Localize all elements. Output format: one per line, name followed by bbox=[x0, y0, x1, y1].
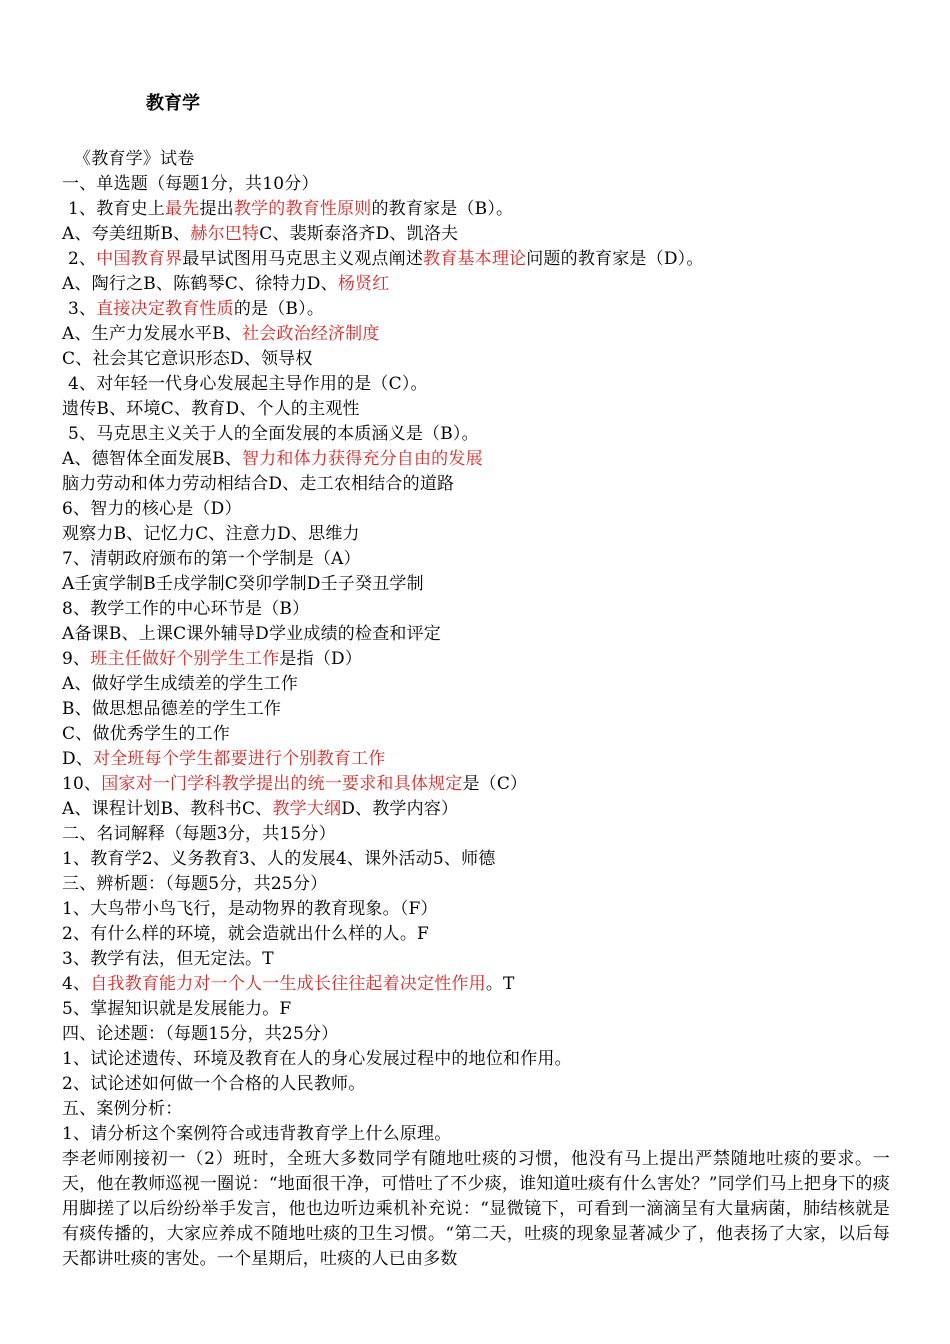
text-line bbox=[62, 572, 890, 597]
highlighted-text: 赫尔巴特 bbox=[190, 224, 260, 244]
text-segment: C、做优秀学生的工作 bbox=[62, 724, 231, 744]
text-segment: B、做思想品德差的学生工作 bbox=[62, 699, 282, 719]
text-segment: 4、 bbox=[62, 974, 91, 994]
text-segment: A、德智体全面发展B、 bbox=[62, 449, 242, 469]
text-line bbox=[62, 847, 890, 872]
text-line bbox=[62, 1047, 890, 1072]
highlighted-text: 教育基本理论 bbox=[423, 249, 527, 269]
highlighted-text: 教学的教育性原则 bbox=[233, 199, 372, 219]
text-segment: 1、请分析这个案例符合或违背教育学上什么原理。 bbox=[62, 1124, 452, 1144]
text-line bbox=[62, 1072, 890, 1097]
text-segment: 9、 bbox=[62, 649, 91, 669]
text-line bbox=[62, 647, 890, 672]
text-segment: 四、论述题：（每题15分，共25分） bbox=[62, 1024, 339, 1044]
text-segment: 1、教育史上 bbox=[68, 199, 166, 219]
text-line bbox=[62, 722, 890, 747]
document-title: 教育学 bbox=[146, 93, 200, 114]
case-paragraph: 李老师刚接初一（2）班时，全班大多数同学有随地吐痰的习惯，他没有马上提出严禁随地吐痰的要求。一天，他在教师巡视一圈说：“地面很干净，可惜吐了不少痰，谁知道吐痰有什么害处？”同学们马上把身下的痰用脚搓了以后纷纷举手发言，他也边听边乘机补充说：“显微镜下，可看到一滴滴呈有大量病菌，肺结核就是有痰传播的，大家应养成不随地吐痰的卫生习惯。“第二天，吐痰的现象显著减少了，他表扬了大家，以后每天都讲吐痰的害处。一个星期后，吐痰的人已由多数 bbox=[62, 1149, 890, 1269]
text-segment: A壬寅学制B壬戌学制C癸卯学制D壬子癸丑学制 bbox=[62, 574, 424, 594]
text-line bbox=[62, 747, 890, 772]
text-segment: 8、教学工作的中心环节是（B） bbox=[62, 599, 310, 619]
text-segment: D、 bbox=[62, 749, 94, 769]
text-line bbox=[62, 372, 890, 397]
text-line bbox=[62, 297, 890, 322]
text-segment: A、陶行之B、陈鹤琴C、徐特力D、 bbox=[62, 274, 338, 294]
text-segment: 。T bbox=[485, 974, 515, 994]
text-line bbox=[62, 197, 890, 222]
highlighted-text: 直接决定教育性质 bbox=[96, 299, 234, 319]
text-line bbox=[62, 522, 890, 547]
exam-content bbox=[62, 147, 890, 1272]
text-segment: 五、案例分析： bbox=[62, 1099, 183, 1119]
highlighted-text: 对全班每个学生都要进行个别教育工作 bbox=[93, 749, 386, 769]
text-line bbox=[62, 272, 890, 297]
text-segment: 10、 bbox=[62, 774, 102, 794]
text-segment: 2、有什么样的环境，就会造就出什么样的人。F bbox=[62, 924, 430, 944]
text-line bbox=[62, 922, 890, 947]
highlighted-text: 自我教育能力对一个人一生成长往往起着决定性作用 bbox=[90, 974, 486, 994]
text-segment: 6、智力的核心是（D） bbox=[62, 499, 242, 519]
text-line bbox=[62, 972, 890, 997]
text-segment: 一、单选题（每题1分，共10分） bbox=[62, 174, 319, 194]
text-segment: 脑力劳动和体力劳动相结合D、走工农相结合的道路 bbox=[62, 474, 455, 494]
text-segment: 2、试论述如何做一个合格的人民教师。 bbox=[62, 1074, 366, 1094]
text-line bbox=[62, 322, 890, 347]
text-line bbox=[62, 347, 890, 372]
text-line bbox=[62, 547, 890, 572]
text-segment: 5、马克思主义关于人的全面发展的本质涵义是（B）。 bbox=[68, 424, 479, 444]
text-line bbox=[62, 672, 890, 697]
text-line bbox=[62, 772, 890, 797]
text-line bbox=[62, 797, 890, 822]
text-segment: C、社会其它意识形态D、领导权 bbox=[62, 349, 313, 369]
text-line bbox=[62, 597, 890, 622]
text-line bbox=[62, 222, 890, 247]
text-segment: 3、 bbox=[68, 299, 97, 319]
text-line bbox=[62, 872, 890, 897]
text-segment: 观察力B、记忆力C、注意力D、思维力 bbox=[62, 524, 360, 544]
text-line bbox=[62, 997, 890, 1022]
text-segment: 《教育学》试卷 bbox=[74, 149, 195, 169]
text-segment: 1、大鸟带小鸟飞行，是动物界的教育现象。（F） bbox=[62, 899, 438, 919]
text-line bbox=[62, 697, 890, 722]
text-segment: 2、 bbox=[68, 249, 97, 269]
text-line bbox=[62, 822, 890, 847]
highlighted-text: 智力和体力获得充分自由的发展 bbox=[241, 449, 483, 469]
text-segment: 3、教学有法，但无定法。T bbox=[62, 949, 274, 969]
text-segment: 7、清朝政府颁布的第一个学制是（A） bbox=[62, 549, 361, 569]
text-segment: 二、名词解释（每题3分，共15分） bbox=[62, 824, 336, 844]
text-segment: C、裴斯泰洛齐D、凯洛夫 bbox=[259, 224, 459, 244]
text-segment: 1、教育学2、义务教育3、人的发展4、课外活动5、师德 bbox=[62, 849, 496, 869]
text-segment: 1、试论述遗传、环境及教育在人的身心发展过程中的地位和作用。 bbox=[62, 1049, 572, 1069]
highlighted-text: 国家对一门学科教学提出的统一要求和具体规定 bbox=[101, 774, 463, 794]
text-line bbox=[62, 1022, 890, 1047]
text-line bbox=[62, 472, 890, 497]
highlighted-text: 杨贤红 bbox=[337, 274, 390, 294]
text-line bbox=[62, 247, 890, 272]
highlighted-text: 最先 bbox=[165, 199, 200, 219]
text-line bbox=[62, 622, 890, 647]
text-line bbox=[62, 147, 890, 172]
text-segment: A、生产力发展水平B、 bbox=[62, 324, 242, 344]
text-segment: 5、掌握知识就是发展能力。F bbox=[62, 999, 292, 1019]
text-segment: A、课程计划B、教科书C、 bbox=[62, 799, 273, 819]
text-segment: A备课B、上课C课外辅导D学业成绩的检查和评定 bbox=[62, 624, 442, 644]
text-line bbox=[62, 1097, 890, 1122]
text-segment: 遗传B、环境C、教育D、个人的主观性 bbox=[62, 399, 360, 419]
text-segment: 的是（B）。 bbox=[233, 299, 325, 319]
highlighted-text: 教学大纲 bbox=[272, 799, 342, 819]
text-line bbox=[62, 947, 890, 972]
highlighted-text: 中国教育界 bbox=[96, 249, 183, 269]
text-segment: D、教学内容） bbox=[341, 799, 459, 819]
text-line bbox=[62, 422, 890, 447]
exam-lines bbox=[62, 147, 890, 1147]
text-segment: 最早试图用马克思主义观点阐述 bbox=[182, 249, 424, 269]
text-line bbox=[62, 1122, 890, 1147]
text-segment: A、夸美纽斯B、 bbox=[62, 224, 191, 244]
text-segment: A、做好学生成绩差的学生工作 bbox=[62, 674, 299, 694]
text-segment: 提出 bbox=[199, 199, 234, 219]
text-segment: 的教育家是（B）。 bbox=[371, 199, 514, 219]
text-segment: 4、对年轻一代身心发展起主导作用的是（C）。 bbox=[68, 374, 428, 394]
text-line bbox=[62, 172, 890, 197]
highlighted-text: 社会政治经济制度 bbox=[241, 324, 380, 344]
text-line bbox=[62, 897, 890, 922]
text-segment: 是指（D） bbox=[279, 649, 363, 669]
text-segment: 三、辨析题：（每题5分，共25分） bbox=[62, 874, 328, 894]
text-segment: 问题的教育家是（D）。 bbox=[526, 249, 704, 269]
text-segment: 是（C） bbox=[462, 774, 528, 794]
highlighted-text: 班主任做好个别学生工作 bbox=[90, 649, 280, 669]
text-line bbox=[62, 447, 890, 472]
text-line bbox=[62, 397, 890, 422]
text-line bbox=[62, 497, 890, 522]
